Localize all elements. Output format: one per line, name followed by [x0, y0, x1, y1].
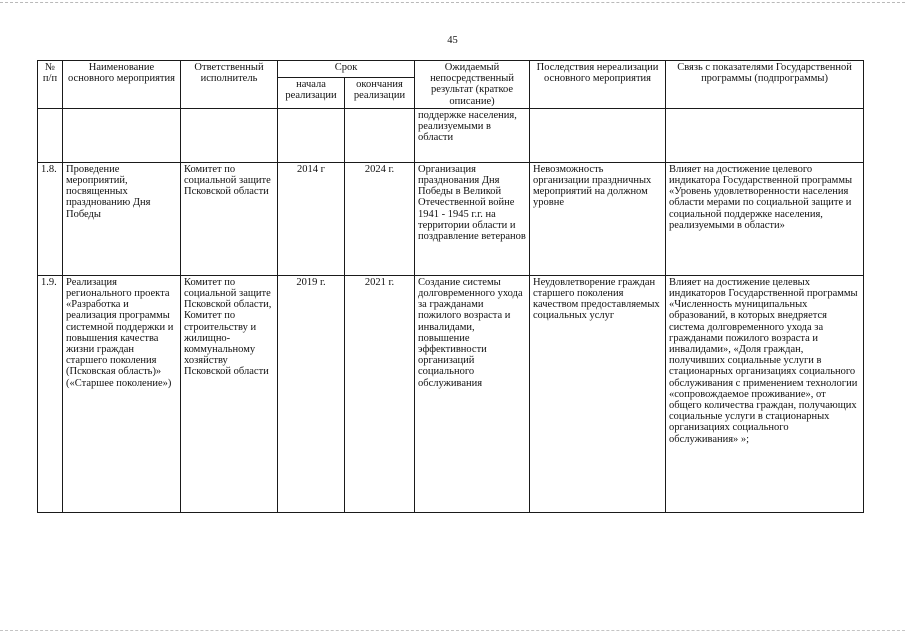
cell-name: Проведение мероприятий, посвященных празднованию Дня Победы	[63, 162, 181, 275]
page-number: 45	[447, 35, 458, 46]
header-consequences: Последствия нереализации основного мероприятия	[530, 61, 666, 109]
cell-num: 1.9.	[38, 275, 63, 512]
cell-start: 2014 г	[278, 162, 345, 275]
header-expected: Ожидаемый непосредственный результат (краткое описание)	[415, 61, 530, 109]
header-term: Срок	[278, 61, 415, 78]
table-row	[38, 162, 864, 275]
table-body	[38, 108, 864, 512]
cell-end	[345, 108, 415, 162]
cell-consequences: Неудовлетворение граждан старшего поколения качеством предоставляемых социальных услуг	[530, 275, 666, 512]
cell-name	[63, 108, 181, 162]
cell-end: 2024 г.	[345, 162, 415, 275]
header-link: Связь с показателями Государственной программы (подпрограммы)	[666, 61, 864, 109]
scan-edge-top	[0, 2, 905, 3]
table-header	[38, 61, 864, 109]
table-row	[38, 275, 864, 512]
cell-responsible: Комитет по социальной защите Псковской области	[181, 162, 278, 275]
table-row-continuation	[38, 108, 864, 162]
cell-num	[38, 108, 63, 162]
scan-edge-bottom	[0, 630, 905, 631]
cell-responsible	[181, 108, 278, 162]
cell-expected: Создание системы долговременного ухода за гражданами пожилого возраста и инвалидами, повышение эффективности организаций социального обслуживания	[415, 275, 530, 512]
header-term-start: начала реализации	[278, 78, 345, 109]
cell-expected: Организация празднования Дня Победы в Великой Отечественной войне 1941 - 1945 г.г. на территории области и поздравление ветеранов	[415, 162, 530, 275]
header-term-end: окончания реализации	[345, 78, 415, 109]
cell-start	[278, 108, 345, 162]
header-row-top	[38, 61, 864, 78]
cell-name: Реализация регионального проекта «Разработка и реализация программы системной поддержки и повышения качества жизни граждан старшего поколения (Псковская область)» («Старшее поколение»)	[63, 275, 181, 512]
header-name: Наименование основного мероприятия	[63, 61, 181, 109]
cell-responsible: Комитет по социальной защите Псковской области, Комитет по строительству и жилищно-коммунальному хозяйству Псковской области	[181, 275, 278, 512]
header-num: № п/п	[38, 61, 63, 109]
cell-link: Влияет на достижение целевых индикаторов Государственной программы «Численность муниципальных образований, в которых внедряется система долговременного ухода за гражданами пожилого возраста и инвалидами», «Доля граждан, получивших социальные услуги в стационарных организациях социального обслуживания с применением технологии «сопровождаемое проживание», от общего количества граждан, получающих социальные услуги в стационарных организациях социального обслуживания» »;	[666, 275, 864, 512]
cell-link: Влияет на достижение целевого индикатора Государственной программы «Уровень удовлетворенности населения области мерами по социальной защите и социальной поддержке населения, реализуемыми в области»	[666, 162, 864, 275]
cell-start: 2019 г.	[278, 275, 345, 512]
cell-link	[666, 108, 864, 162]
cell-num: 1.8.	[38, 162, 63, 275]
program-table	[37, 60, 864, 513]
cell-end: 2021 г.	[345, 275, 415, 512]
cell-expected: поддержке населения, реализуемыми в области	[415, 108, 530, 162]
cell-consequences	[530, 108, 666, 162]
header-responsible: Ответственный исполнитель	[181, 61, 278, 109]
cell-consequences: Невозможность организации праздничных мероприятий на должном уровне	[530, 162, 666, 275]
